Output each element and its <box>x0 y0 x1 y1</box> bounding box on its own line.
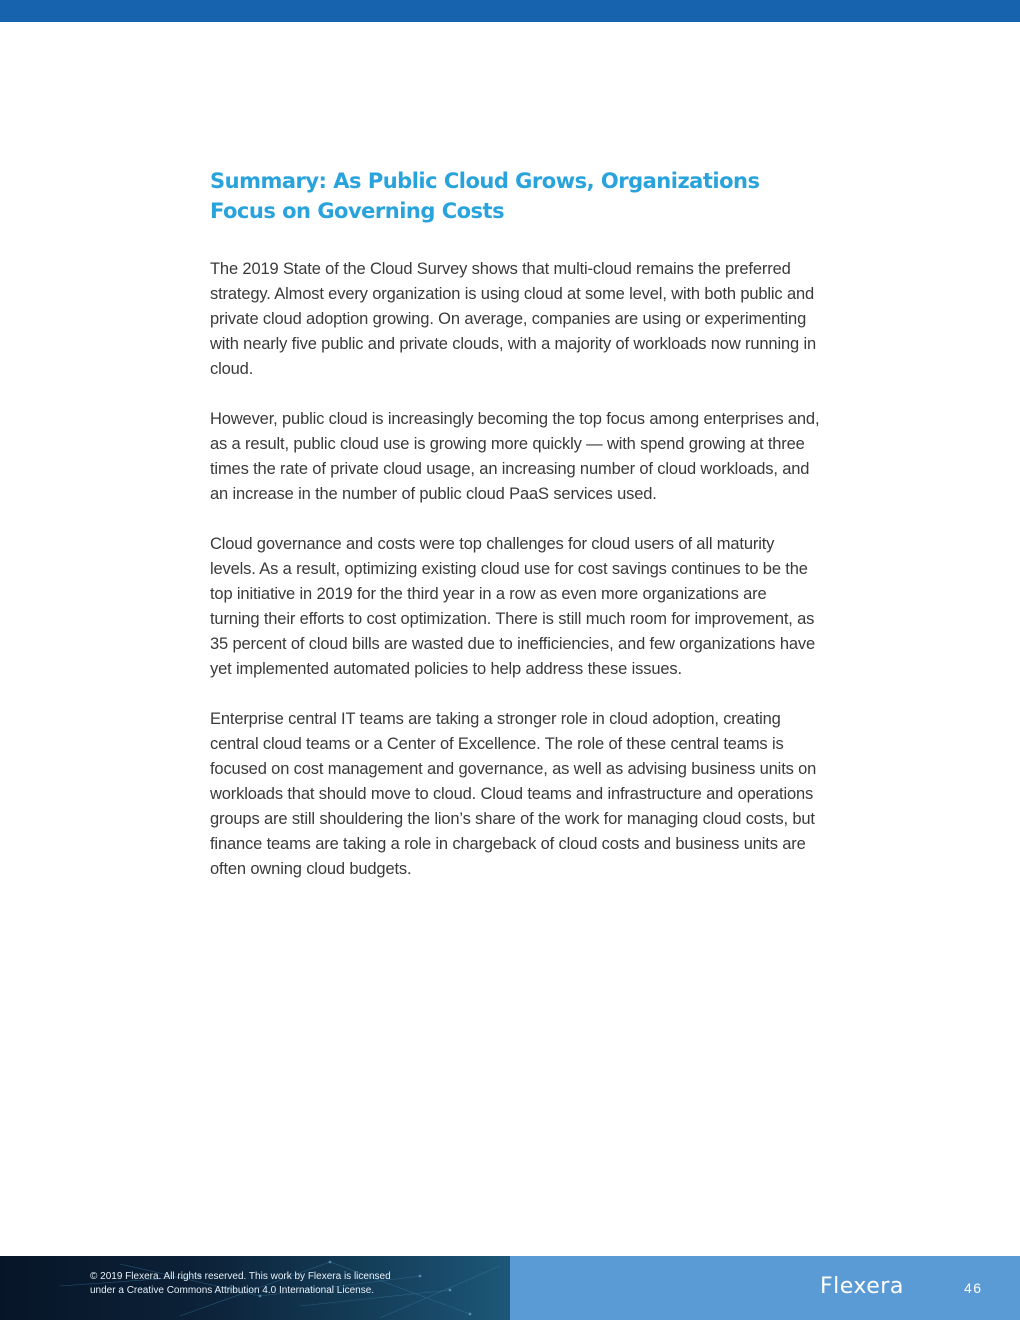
page-footer <box>0 1256 1020 1320</box>
main-content <box>210 166 820 907</box>
flexera-logo: Flexera <box>820 1274 904 1299</box>
body-paragraph-4: Enterprise central IT teams are taking a stronger role in cloud adoption, creating central cloud teams or a Center of Excellence. The role of these central teams is focused on cost management and governance, as well as advising business units on workloads that should move to cloud. Cloud teams and infrastructure and operations groups are still shouldering the lion’s share of the work for managing cloud costs, but finance teams are taking a role in chargeback of cloud costs and business units are often owning cloud budgets. <box>210 710 817 878</box>
body-paragraph-1: The 2019 State of the Cloud Survey shows that multi-cloud remains the preferred strategy. Almost every organization is using cloud at some level, with both public and private cloud adoption growing. On average, companies are using or experimenting with nearly five public and private clouds, with a majority of workloads now running in cloud. <box>210 260 817 378</box>
body-paragraph-3: Cloud governance and costs were top challenges for cloud users of all maturity levels. As a result, optimizing existing cloud use for cost savings continues to be the top initiative in 2019 for the third year in a row as even more organizations are turning their efforts to cost optimization. There is still much room for improvement, as 35 percent of cloud bills are wasted due to inefficiencies, and few organizations have yet implemented automated policies to help address these issues. <box>210 535 816 678</box>
copyright-notice <box>90 1270 470 1298</box>
body-paragraph-2: However, public cloud is increasingly becoming the top focus among enterprises and, as a result, public cloud use is growing more quickly — with spend growing at three times the rate of private cloud usage, an increasing number of cloud workloads, and an increase in the number of public cloud PaaS services used. <box>210 410 820 503</box>
copyright-line-2: under a Creative Commons Attribution 4.0 International License. <box>90 1285 375 1296</box>
top-header-bar <box>0 0 1020 22</box>
copyright-line-1: © 2019 Flexera. All rights reserved. This work by Flexera is licensed <box>90 1271 391 1282</box>
page-number: 46 <box>964 1280 983 1296</box>
footer-decorative-background <box>0 1256 510 1320</box>
page-title: Summary: As Public Cloud Grows, Organizations Focus on Governing Costs <box>210 169 760 223</box>
